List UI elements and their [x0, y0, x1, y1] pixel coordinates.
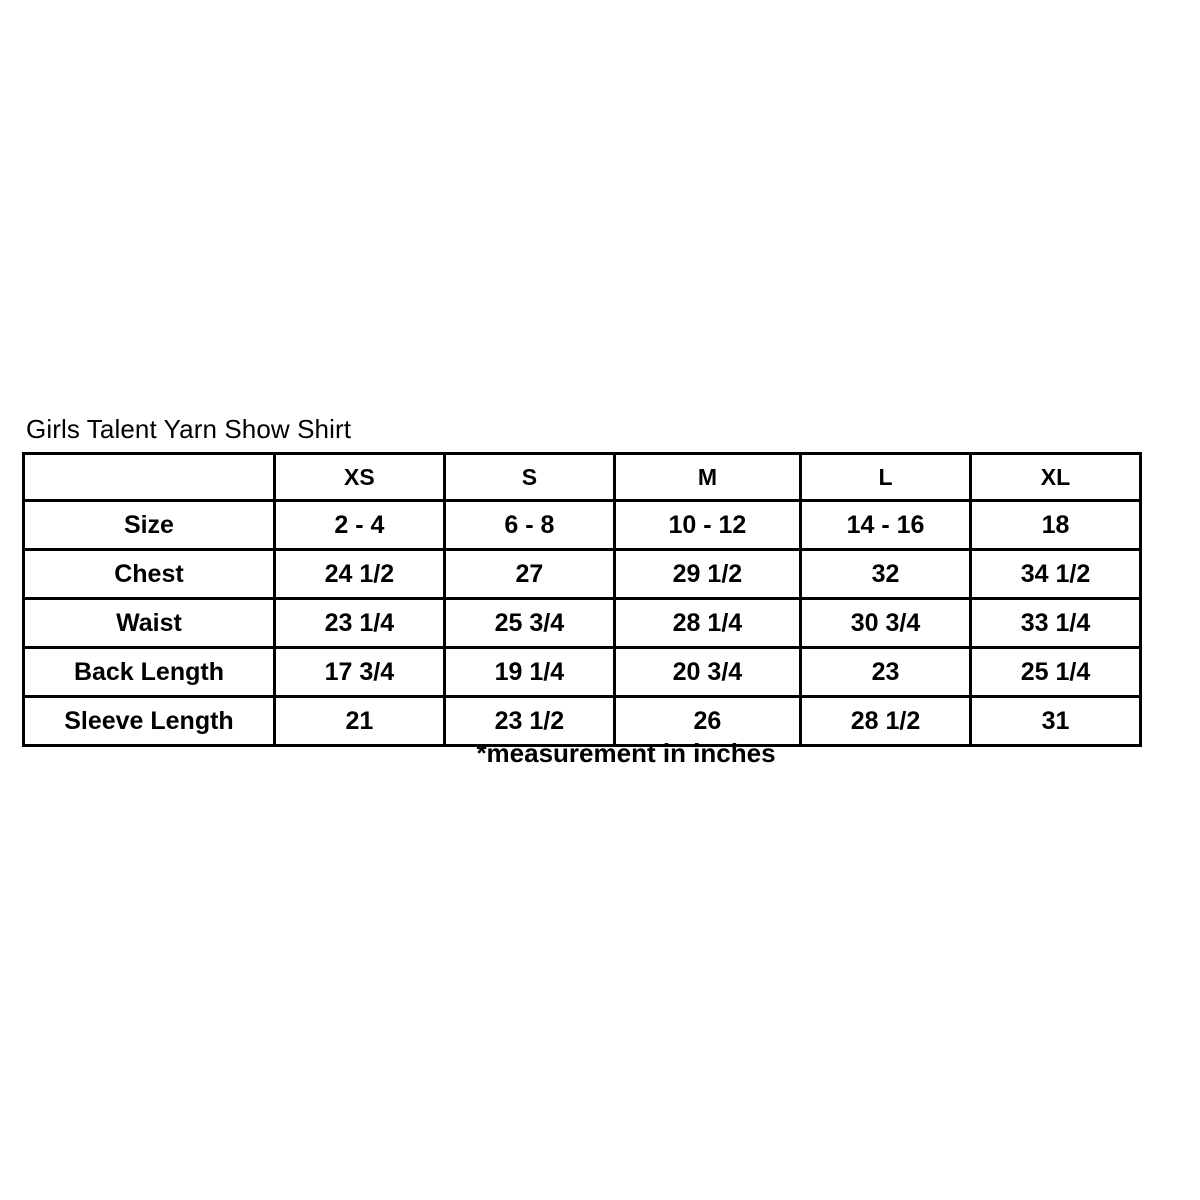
table-header-row — [24, 454, 1141, 501]
table-header-xl: XL — [970, 454, 1140, 501]
table-header-s: S — [444, 454, 614, 501]
measurement-footnote-text: *measurement in inches — [476, 738, 776, 768]
table-row — [24, 648, 1141, 697]
row-label: Size — [24, 501, 275, 550]
table-header-m: M — [614, 454, 800, 501]
cell-value: 28 1/4 — [614, 599, 800, 648]
table-row — [24, 599, 1141, 648]
cell-value: 17 3/4 — [274, 648, 444, 697]
cell-value: 33 1/4 — [970, 599, 1140, 648]
table-header-corner — [24, 454, 275, 501]
cell-value: 2 - 4 — [274, 501, 444, 550]
row-label: Back Length — [24, 648, 275, 697]
cell-value: 25 3/4 — [444, 599, 614, 648]
cell-value: 25 1/4 — [970, 648, 1140, 697]
row-label: Sleeve Length — [24, 697, 275, 746]
size-chart-table — [22, 452, 1142, 747]
cell-value: 23 1/2 — [444, 697, 614, 746]
page-title: Girls Talent Yarn Show Shirt — [26, 414, 352, 444]
table-row — [24, 501, 1141, 550]
cell-value: 23 1/4 — [274, 599, 444, 648]
cell-value: 10 - 12 — [614, 501, 800, 550]
table-row — [24, 550, 1141, 599]
row-label: Chest — [24, 550, 275, 599]
cell-value: 14 - 16 — [801, 501, 971, 550]
cell-value: 24 1/2 — [274, 550, 444, 599]
cell-value: 23 — [801, 648, 971, 697]
cell-value: 20 3/4 — [614, 648, 800, 697]
cell-value: 26 — [614, 697, 800, 746]
cell-value: 6 - 8 — [444, 501, 614, 550]
table-header-l: L — [801, 454, 971, 501]
cell-value: 27 — [444, 550, 614, 599]
cell-value: 19 1/4 — [444, 648, 614, 697]
cell-value: 30 3/4 — [801, 599, 971, 648]
cell-value: 18 — [970, 501, 1140, 550]
row-label: Waist — [24, 599, 275, 648]
cell-value: 32 — [801, 550, 971, 599]
cell-value: 21 — [274, 697, 444, 746]
cell-value: 34 1/2 — [970, 550, 1140, 599]
cell-value: 31 — [970, 697, 1140, 746]
table-header-xs: XS — [274, 454, 444, 501]
cell-value: 29 1/2 — [614, 550, 800, 599]
measurement-footnote — [22, 738, 1142, 769]
cell-value: 28 1/2 — [801, 697, 971, 746]
